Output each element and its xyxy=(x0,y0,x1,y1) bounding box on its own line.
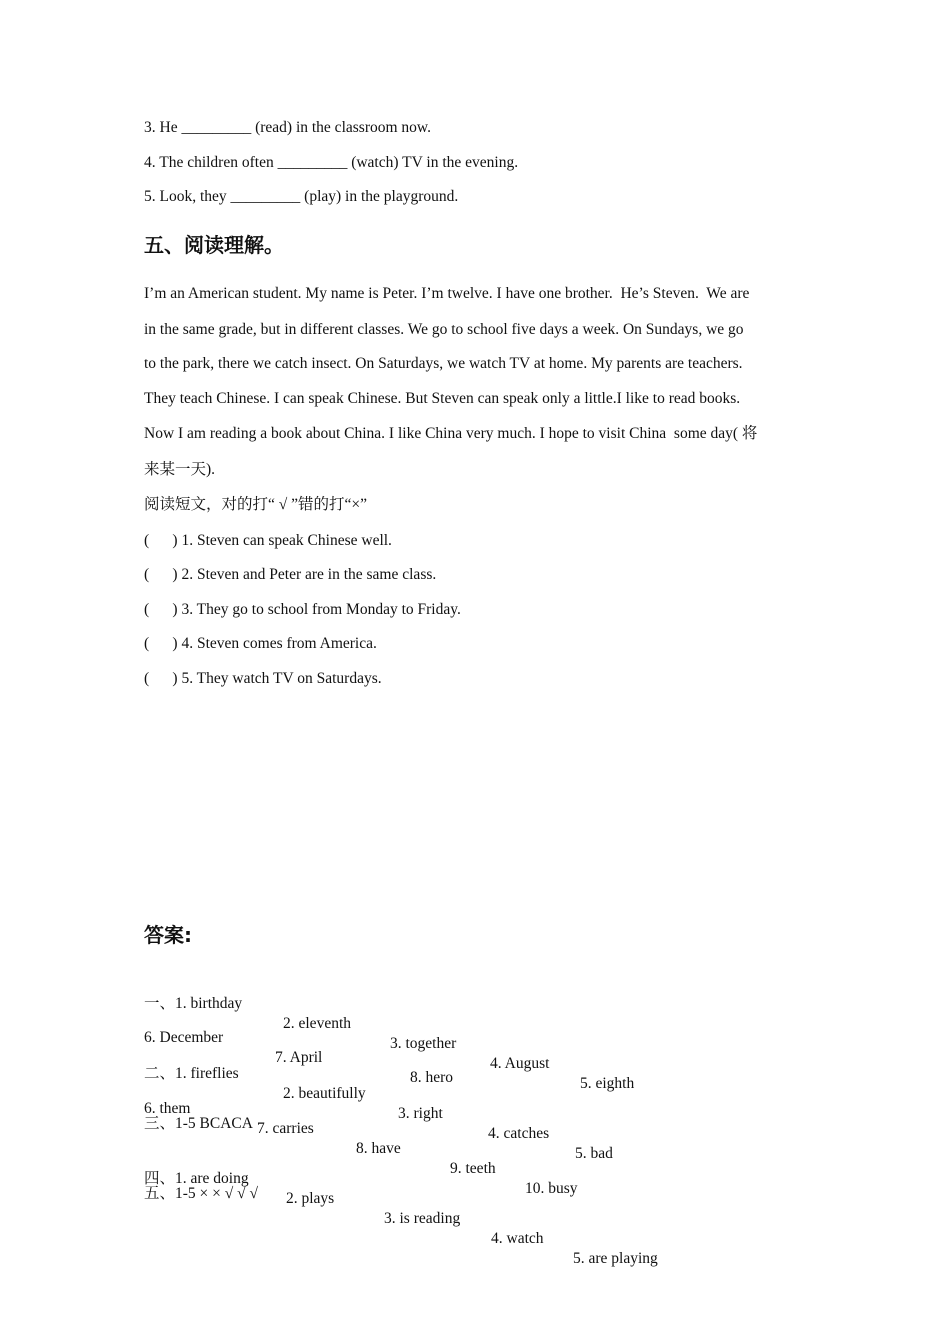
passage-line: to the park, there we catch insect. On Saturdays, we watch TV at home. My parents are teachers. xyxy=(144,355,743,372)
exercise4-item-5: 5. Look, they _________ (play) in the playground. xyxy=(144,188,459,205)
answer-cell: 二、1. fireflies xyxy=(144,1065,239,1082)
answer-cell: 3. right xyxy=(398,1105,443,1122)
passage-line: I’m an American student. My name is Peter. I’m twelve. I have one brother. He’s Steven. We are xyxy=(144,285,750,302)
answer-cell: 2. eleventh xyxy=(283,1015,352,1032)
passage-line: They teach Chinese. I can speak Chinese. But Steven can speak only a little.I like to read books. xyxy=(144,390,741,407)
answer-cell: 四、1. are doing xyxy=(144,1170,249,1187)
exercise4-item-3: 3. He _________ (read) in the classroom now. xyxy=(144,119,431,136)
answer-cell: 4. watch xyxy=(491,1230,544,1247)
answer-row-5: 三、1-5 BCACA xyxy=(144,1115,253,1132)
answer-cell: 4. catches xyxy=(488,1125,550,1142)
answer-cell: 6. them xyxy=(144,1100,191,1117)
answer-cell: 2. plays xyxy=(286,1190,335,1207)
answer-row-7: 五、1-5 × × √ √ √ xyxy=(144,1185,259,1202)
section5-heading: 五、阅读理解。 xyxy=(144,233,284,257)
answer-cell: 一、1. birthday xyxy=(144,995,243,1012)
question-item: ( ) 4. Steven comes from America. xyxy=(144,635,377,652)
answer-cell: 2. beautifully xyxy=(283,1085,366,1102)
answer-cell: 6. December xyxy=(144,1029,224,1046)
answer-cell: 4. August xyxy=(490,1055,550,1072)
answer-cell: 5. eighth xyxy=(580,1075,635,1092)
answer-cell: 3. is reading xyxy=(384,1210,461,1227)
answers-heading: 答案: xyxy=(144,923,192,947)
answer-cell: 3. together xyxy=(390,1035,457,1052)
passage-line: 来某一天). xyxy=(144,461,216,478)
answer-cell: 10. busy xyxy=(525,1180,578,1197)
answer-cell: 8. hero xyxy=(410,1069,454,1086)
answer-cell: 7. April xyxy=(275,1049,323,1066)
question-item: ( ) 3. They go to school from Monday to Friday. xyxy=(144,601,461,618)
reading-instruction: 阅读短文，对的打“ √ ”错的打“×” xyxy=(144,496,368,513)
answer-cell: 5. are playing xyxy=(573,1250,658,1267)
exercise4-item-4: 4. The children often _________ (watch) TV in the evening. xyxy=(144,154,519,171)
answer-cell: 5. bad xyxy=(575,1145,613,1162)
question-item: ( ) 5. They watch TV on Saturdays. xyxy=(144,670,382,687)
answer-cell: 8. have xyxy=(356,1140,401,1157)
answer-cell: 9. teeth xyxy=(450,1160,496,1177)
question-item: ( ) 2. Steven and Peter are in the same class. xyxy=(144,566,437,583)
question-item: ( ) 1. Steven can speak Chinese well. xyxy=(144,532,392,549)
passage-line: Now I am reading a book about China. I like China very much. I hope to visit China some day( 将 xyxy=(144,425,758,442)
passage-line: in the same grade, but in different classes. We go to school five days a week. On Sundays, we go xyxy=(144,321,744,338)
answer-cell: 7. carries xyxy=(257,1120,314,1137)
